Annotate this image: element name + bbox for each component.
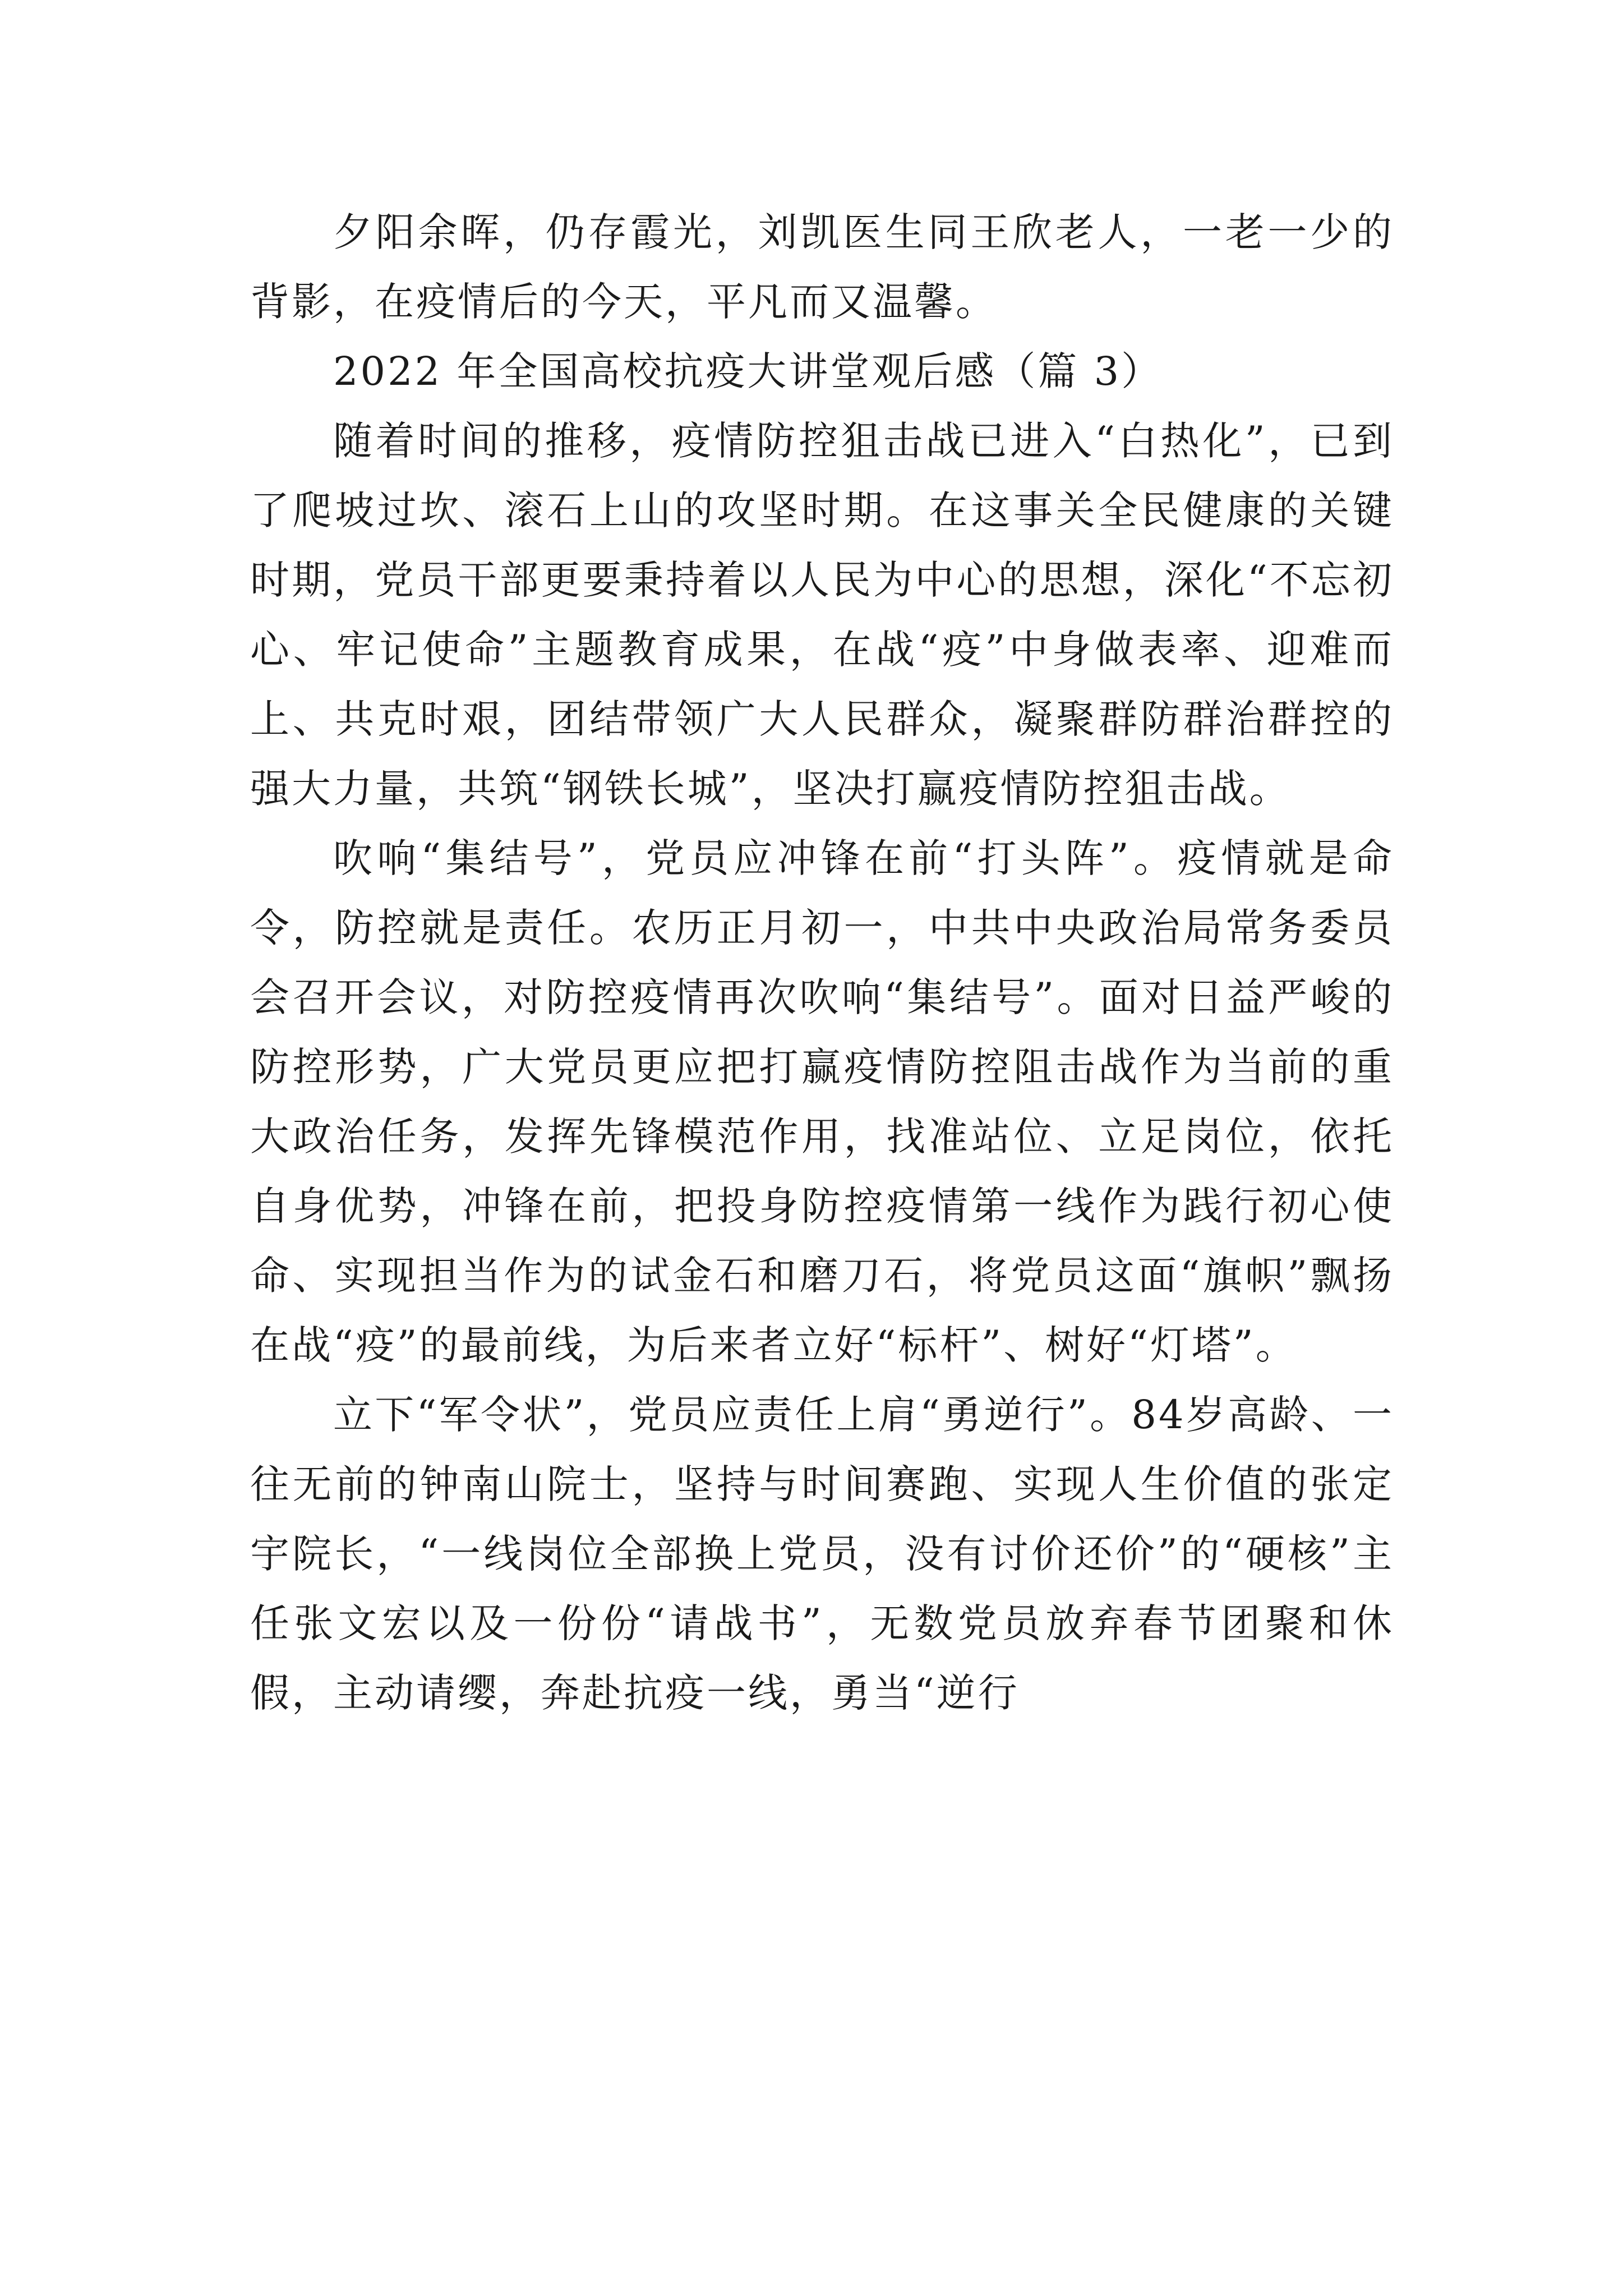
paragraph-3: 吹响“集结号”，党员应冲锋在前“打头阵”。疫情就是命令，防控就是责任。农历正月初一，中共中央政治局常务委员会召开会议，对防控疫情再次吹响“集结号”。面对日益严峻的防控形势，广大党员更应把打赢疫情防控阻击战作为当前的重大政治任务，发挥先锋模范作用，找准站位、立足岗位，依托自身优势，冲锋在前，把投身防控疫情第一线作为践行初心使命、实现担当作为的试金石和磨刀石，将党员这面“旗帜”飘扬在战“疫”的最前线，为后来者立好“标杆”、树好“灯塔”。: [250, 835, 1394, 1368]
document-body: [250, 197, 1394, 1728]
paragraph-2: 随着时间的推移，疫情防控狙击战已进入“白热化”，已到了爬坡过坎、滚石上山的攻坚时期。在这事关全民健康的关键时期，党员干部更要秉持着以人民为中心的思想，深化“不忘初心、牢记使命”主题教育成果，在战“疫”中身做表率、迎难而上、共克时艰，团结带领广大人民群众，凝聚群防群治群控的强大力量，共筑“钢铁长城”，坚决打赢疫情防控狙击战。: [250, 418, 1394, 812]
paragraph-4: 立下“军令状”，党员应责任上肩“勇逆行”。84岁高龄、一往无前的钟南山院士，坚持与时间赛跑、实现人生价值的张定宇院长，“一线岗位全部换上党员，没有讨价还价”的“硬核”主任张文宏以及一份份“请战书”，无数党员放弃春节团聚和休假，主动请缨，奔赴抗疫一线，勇当“逆行: [250, 1392, 1394, 1716]
paragraph-1: 夕阳余晖，仍存霞光，刘凯医生同王欣老人，一老一少的背影，在疫情后的今天，平凡而又温馨。: [250, 209, 1394, 325]
section-heading: 2022 年全国高校抗疫大讲堂观后感（篇 3）: [333, 348, 1163, 394]
